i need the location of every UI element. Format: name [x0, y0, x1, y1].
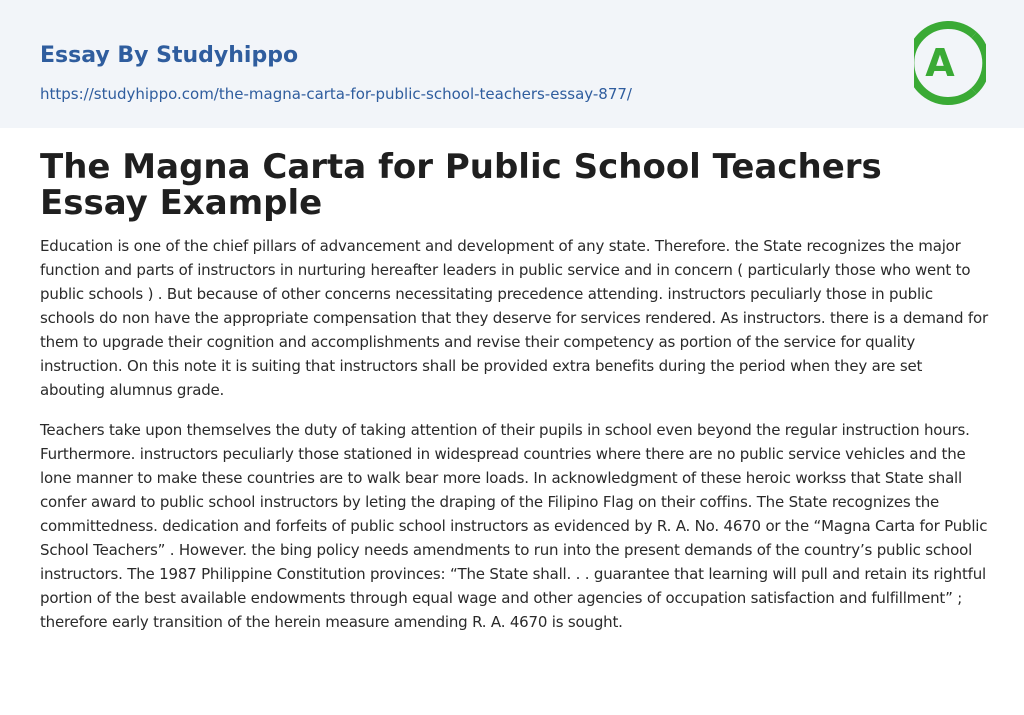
essay-body: [40, 234, 988, 650]
essay-paragraph-1: Education is one of the chief pillars of advancement and development of any state. Therefore. the State recognizes the major function and parts of instructors in nurturing hereafter leaders in public service and in concern ( particularly those who went to public schools ) . But because of other concerns necessitating precedence attending. instructors peculiarly those in public schools do non have the appropriate compensation that they deserve for services rendered. As instructors. there is a demand for them to upgrade their cognition and accomplishments and revise their competency as portion of the service for quality instruction. On this note it is suiting that instructors shall be provided extra benefits during the period when they are set abouting alumnus grade.: [40, 237, 988, 399]
essay-paragraph-2: Teachers take upon themselves the duty of taking attention of their pupils in school even beyond the regular instruction hours. Furthermore. instructors peculiarly those stationed in widespread countries where there are no public service vehicles and the lone manner to make these countries are to walk bear more loads. In acknowledgment of these heroic workss that State shall confer award to public school instructors by leting the draping of the Filipino Flag on their coffins. The State recognizes the committedness. dedication and forfeits of public school instructors as evidenced by R. A. No. 4670 or the “Magna Carta for Public School Teachers” . However. the bing policy needs amendments to run into the present demands of the country’s public school instructors. The 1987 Philippine Constitution provinces: “The State shall. . . guarantee that learning will pull and retain its rightful portion of the best available endowments through equal wage and other agencies of occupation satisfaction and fulfillment” ; therefore early transition of the herein measure amending R. A. 4670 is sought.: [40, 421, 988, 631]
essay-title: The Magna Carta for Public School Teachers Essay Example: [40, 147, 882, 223]
logo-letter: A: [925, 41, 955, 85]
site-name[interactable]: Essay By Studyhippo: [40, 43, 299, 68]
studyhippo-logo-icon[interactable]: [914, 20, 986, 106]
site-header: [0, 0, 1024, 128]
essay-url-link[interactable]: https://studyhippo.com/the-magna-carta-for-public-school-teachers-essay-877/: [40, 85, 632, 103]
